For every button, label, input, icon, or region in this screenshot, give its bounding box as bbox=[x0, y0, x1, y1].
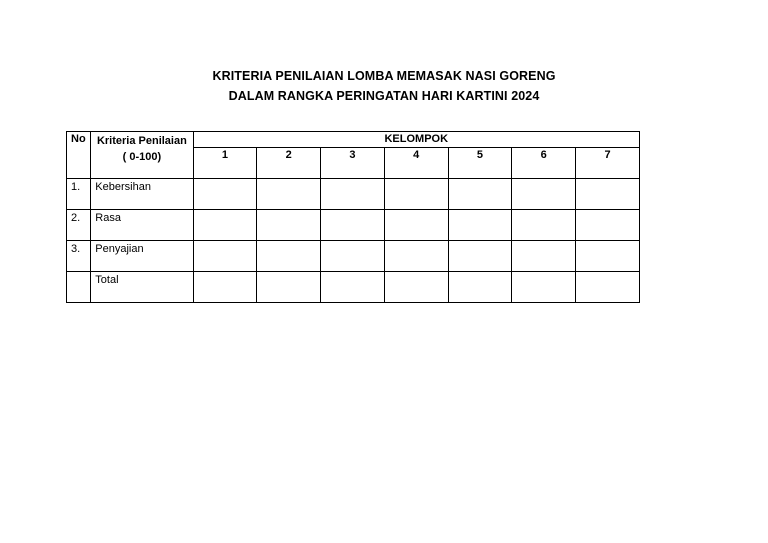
score-cell bbox=[384, 241, 448, 272]
table-row bbox=[67, 210, 640, 241]
score-cell bbox=[321, 210, 385, 241]
header-group-3: 3 bbox=[321, 148, 385, 179]
table-row bbox=[67, 241, 640, 272]
row-criteria: Penyajian bbox=[91, 241, 193, 272]
score-cell bbox=[193, 272, 257, 303]
row-criteria: Rasa bbox=[91, 210, 193, 241]
header-no: No bbox=[67, 132, 91, 179]
row-number: 3. bbox=[67, 241, 91, 272]
score-cell bbox=[512, 272, 576, 303]
header-group-2: 2 bbox=[257, 148, 321, 179]
title-line-2: DALAM RANGKA PERINGATAN HARI KARTINI 2024 bbox=[228, 89, 540, 103]
score-cell bbox=[576, 272, 640, 303]
score-cell bbox=[321, 179, 385, 210]
header-group: KELOMPOK bbox=[193, 132, 639, 148]
score-cell bbox=[384, 210, 448, 241]
score-cell bbox=[576, 241, 640, 272]
row-number: 2. bbox=[67, 210, 91, 241]
table-row bbox=[67, 179, 640, 210]
score-cell bbox=[512, 210, 576, 241]
row-number: 1. bbox=[67, 179, 91, 210]
header-group-6: 6 bbox=[512, 148, 576, 179]
scoring-table bbox=[66, 131, 640, 303]
score-cell bbox=[448, 241, 512, 272]
table-row bbox=[67, 272, 640, 303]
score-cell bbox=[321, 241, 385, 272]
row-criteria: Total bbox=[91, 272, 193, 303]
score-cell bbox=[193, 210, 257, 241]
header-group-7: 7 bbox=[576, 148, 640, 179]
score-cell bbox=[576, 210, 640, 241]
header-group-4: 4 bbox=[384, 148, 448, 179]
score-cell bbox=[448, 272, 512, 303]
header-criteria-label: Kriteria Penilaian bbox=[96, 135, 187, 147]
score-cell bbox=[257, 272, 321, 303]
header-criteria-range: ( 0-100) bbox=[122, 151, 162, 163]
score-cell bbox=[257, 210, 321, 241]
row-criteria: Kebersihan bbox=[91, 179, 193, 210]
score-cell bbox=[193, 241, 257, 272]
header-criteria bbox=[91, 132, 193, 179]
score-cell bbox=[448, 210, 512, 241]
score-cell bbox=[193, 179, 257, 210]
score-cell bbox=[257, 241, 321, 272]
score-cell bbox=[576, 179, 640, 210]
score-cell bbox=[448, 179, 512, 210]
title-line-1: KRITERIA PENILAIAN LOMBA MEMASAK NASI GORENG bbox=[212, 69, 556, 83]
row-number bbox=[67, 272, 91, 303]
score-cell bbox=[384, 272, 448, 303]
score-cell bbox=[321, 272, 385, 303]
header-group-1: 1 bbox=[193, 148, 257, 179]
score-cell bbox=[512, 179, 576, 210]
header-group-5: 5 bbox=[448, 148, 512, 179]
score-cell bbox=[384, 179, 448, 210]
score-cell bbox=[512, 241, 576, 272]
document-title bbox=[0, 66, 768, 106]
score-cell bbox=[257, 179, 321, 210]
